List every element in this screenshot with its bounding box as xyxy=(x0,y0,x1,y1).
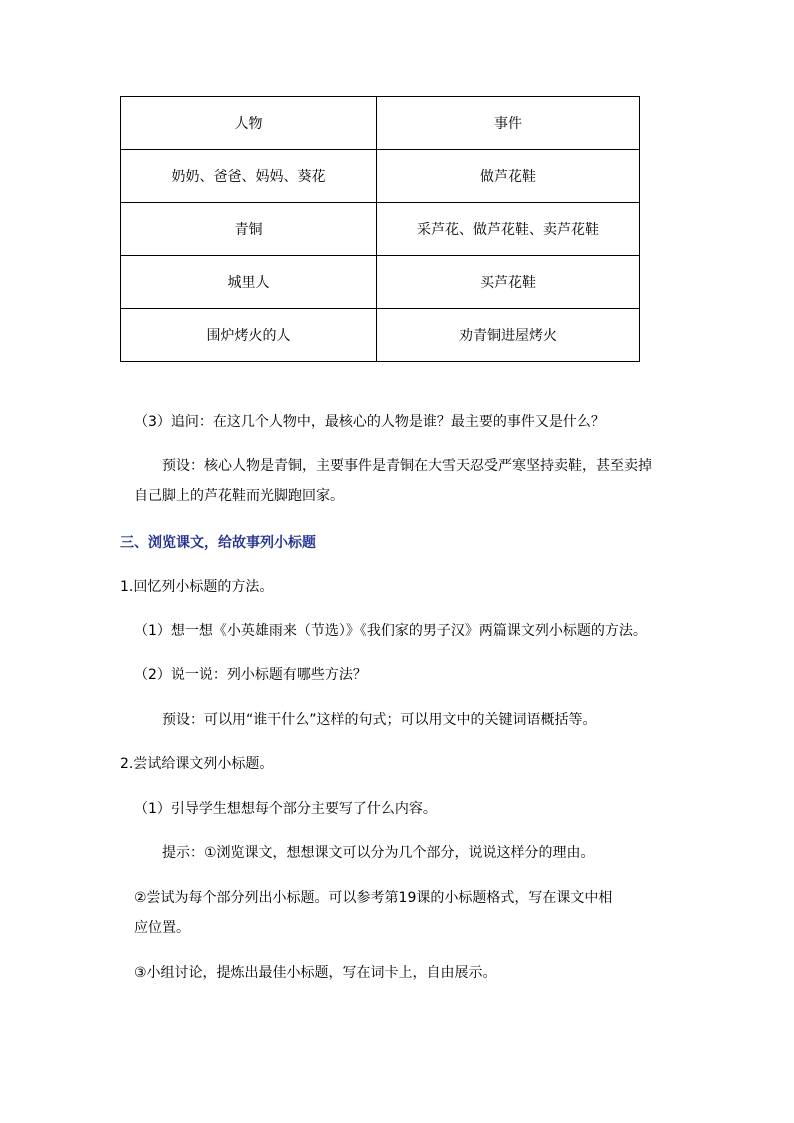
question-3: （3）追问：在这几个人物中，最核心的人物是谁？最主要的事件又是什么？ xyxy=(134,414,605,430)
table-header-row xyxy=(121,97,640,150)
preset-answer-line-1: 预设：核心人物是青铜，主要事件是青铜在大雪天忍受严寒坚持卖鞋，甚至卖掉 xyxy=(162,458,652,474)
table-row xyxy=(121,203,640,256)
table-cell: 青铜 xyxy=(121,203,377,256)
table-header-cell: 人物 xyxy=(121,97,377,150)
item-1-sub-1: （1）想一想《小英雄雨来（节选）》《我们家的男子汉》两篇课文列小标题的方法。 xyxy=(134,623,647,639)
table-header-cell: 事件 xyxy=(377,97,640,150)
item-1-sub-2: （2）说一说：列小标题有哪些方法？ xyxy=(134,667,367,683)
table-cell: 围炉烤火的人 xyxy=(121,309,377,362)
table-cell: 买芦花鞋 xyxy=(377,256,640,309)
table-row xyxy=(121,256,640,309)
item-2-sub-1: （1）引导学生想想每个部分主要写了什么内容。 xyxy=(134,801,437,817)
step-3: ③小组讨论，提炼出最佳小标题，写在词卡上，自由展示。 xyxy=(134,965,497,981)
step-2-line-2: 应位置。 xyxy=(134,920,190,936)
table-cell: 奶奶、爸爸、妈妈、葵花 xyxy=(121,150,377,203)
preset-answer-2: 预设：可以用“谁干什么”这样的句式；可以用文中的关键词语概括等。 xyxy=(162,712,597,728)
step-2-line-1: ②尝试为每个部分列出小标题。可以参考第19课的小标题格式，写在课文中相 xyxy=(134,890,613,906)
item-2: 2.尝试给课文列小标题。 xyxy=(120,756,274,772)
table-cell: 城里人 xyxy=(121,256,377,309)
table-cell: 劝青铜进屋烤火 xyxy=(377,309,640,362)
hint-text: 提示：①浏览课文，想想课文可以分为几个部分，说说这样分的理由。 xyxy=(162,845,595,861)
item-1: 1.回忆列小标题的方法。 xyxy=(120,579,274,595)
characters-events-table xyxy=(120,96,640,362)
table-cell: 采芦花、做芦花鞋、卖芦花鞋 xyxy=(377,203,640,256)
table-row xyxy=(121,150,640,203)
table-cell: 做芦花鞋 xyxy=(377,150,640,203)
preset-answer-line-2: 自己脚上的芦花鞋而光脚跑回家。 xyxy=(134,488,344,504)
table-row xyxy=(121,309,640,362)
section-heading: 三、浏览课文，给故事列小标题 xyxy=(120,535,316,551)
